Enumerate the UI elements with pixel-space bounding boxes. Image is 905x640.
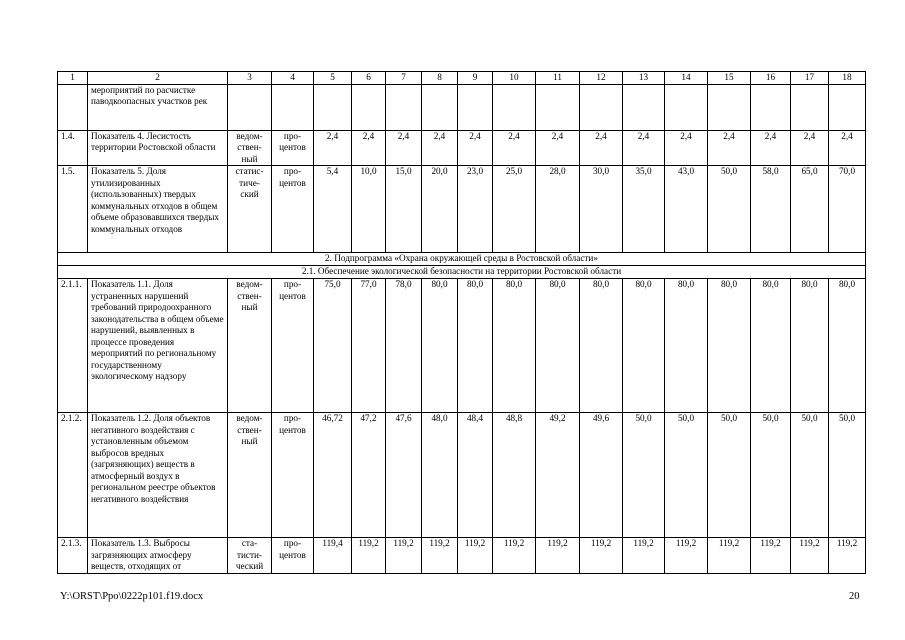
- value-cell: 119,2: [386, 538, 422, 574]
- value-cell: [580, 84, 623, 130]
- value-cell: 119,2: [580, 538, 623, 574]
- col-header: 14: [665, 72, 708, 85]
- value-cell: [665, 84, 708, 130]
- value-cell: [829, 84, 866, 130]
- col-header: 4: [272, 72, 314, 85]
- value-cell: [422, 84, 458, 130]
- row-number: 2.1.3.: [58, 538, 88, 574]
- value-cell: 70,0: [829, 166, 866, 253]
- table-row: [58, 538, 866, 574]
- data-source: статис-тиче-ский: [228, 166, 272, 253]
- value-cell: 10,0: [352, 166, 386, 253]
- table-row: [58, 279, 866, 413]
- col-header: 1: [58, 72, 88, 85]
- section-title: 2.1. Обеспечение экологической безопасности на территории Ростовской области: [58, 266, 866, 279]
- file-path: Y:\ORST\Ppo\0222p101.f19.docx: [60, 591, 204, 602]
- data-source: ведом-ствен-ный: [228, 130, 272, 166]
- value-cell: 2,4: [314, 130, 352, 166]
- row-number: 1.5.: [58, 166, 88, 253]
- value-cell: 80,0: [829, 279, 866, 413]
- value-cell: 80,0: [580, 279, 623, 413]
- value-cell: [751, 84, 791, 130]
- value-cell: 119,2: [791, 538, 829, 574]
- value-cell: [458, 84, 493, 130]
- value-cell: 80,0: [791, 279, 829, 413]
- table-row: [58, 130, 866, 166]
- value-cell: 2,4: [386, 130, 422, 166]
- value-cell: 25,0: [493, 166, 536, 253]
- value-cell: 78,0: [386, 279, 422, 413]
- col-header: 2: [88, 72, 228, 85]
- indicator-name: мероприятий по расчистке паводкоопасных участков рек: [88, 84, 228, 130]
- value-cell: 58,0: [751, 166, 791, 253]
- col-header: 12: [580, 72, 623, 85]
- data-source: [228, 84, 272, 130]
- value-cell: 2,4: [493, 130, 536, 166]
- table-row: [58, 166, 866, 253]
- row-number: 1.4.: [58, 130, 88, 166]
- unit: про-центов: [272, 538, 314, 574]
- value-cell: 43,0: [665, 166, 708, 253]
- col-header: 16: [751, 72, 791, 85]
- value-cell: 2,4: [536, 130, 580, 166]
- value-cell: 77,0: [352, 279, 386, 413]
- value-cell: 119,4: [314, 538, 352, 574]
- value-cell: [493, 84, 536, 130]
- value-cell: [623, 84, 665, 130]
- value-cell: 119,2: [458, 538, 493, 574]
- column-number-row: [58, 72, 866, 85]
- row-number: 2.1.1.: [58, 279, 88, 413]
- indicator-name: Показатель 1.1. Доля устраненных нарушений требований природоохранного законодательства в общем объеме нарушений, выявленных в процессе проведения мероприятий по региональному государственному экологическому надзору: [88, 279, 228, 413]
- col-header: 3: [228, 72, 272, 85]
- value-cell: [536, 84, 580, 130]
- value-cell: 119,2: [665, 538, 708, 574]
- section-row: [58, 266, 866, 279]
- value-cell: 119,2: [829, 538, 866, 574]
- value-cell: 2,4: [708, 130, 751, 166]
- value-cell: 80,0: [422, 279, 458, 413]
- value-cell: 119,2: [623, 538, 665, 574]
- unit: про-центов: [272, 279, 314, 413]
- value-cell: [314, 84, 352, 130]
- value-cell: [791, 84, 829, 130]
- page-number: 20: [849, 591, 860, 602]
- value-cell: 119,2: [352, 538, 386, 574]
- value-cell: 119,2: [751, 538, 791, 574]
- value-cell: 80,0: [665, 279, 708, 413]
- value-cell: 30,0: [580, 166, 623, 253]
- value-cell: 35,0: [623, 166, 665, 253]
- value-cell: 50,0: [791, 413, 829, 538]
- subprogram-title: 2. Подпрограмма «Охрана окружающей среды в Ростовской области»: [58, 253, 866, 266]
- value-cell: 2,4: [665, 130, 708, 166]
- col-header: 17: [791, 72, 829, 85]
- value-cell: 119,2: [708, 538, 751, 574]
- col-header: 8: [422, 72, 458, 85]
- value-cell: 2,4: [458, 130, 493, 166]
- value-cell: 65,0: [791, 166, 829, 253]
- col-header: 7: [386, 72, 422, 85]
- value-cell: 50,0: [623, 413, 665, 538]
- indicator-name: Показатель 1.2. Доля объектов негативного воздействия с установленным объемом выбросов вредных (загрязняющих) веществ в атмосферный воздух в региональном реестре объектов негативного воздействия: [88, 413, 228, 538]
- value-cell: 80,0: [536, 279, 580, 413]
- data-source: ведом-ствен-ный: [228, 413, 272, 538]
- value-cell: 23,0: [458, 166, 493, 253]
- value-cell: 20,0: [422, 166, 458, 253]
- value-cell: 80,0: [458, 279, 493, 413]
- value-cell: [352, 84, 386, 130]
- value-cell: 15,0: [386, 166, 422, 253]
- value-cell: 2,4: [352, 130, 386, 166]
- unit: про-центов: [272, 130, 314, 166]
- row-number: 2.1.2.: [58, 413, 88, 538]
- value-cell: 2,4: [791, 130, 829, 166]
- value-cell: [386, 84, 422, 130]
- value-cell: 2,4: [829, 130, 866, 166]
- value-cell: 2,4: [422, 130, 458, 166]
- col-header: 13: [623, 72, 665, 85]
- value-cell: 48,0: [422, 413, 458, 538]
- col-header: 6: [352, 72, 386, 85]
- value-cell: 5,4: [314, 166, 352, 253]
- value-cell: 50,0: [829, 413, 866, 538]
- table-row: [58, 413, 866, 538]
- unit: про-центов: [272, 413, 314, 538]
- value-cell: 80,0: [751, 279, 791, 413]
- indicator-name: Показатель 5. Доля утилизированных (использованных) твердых коммунальных отходов в общем объеме образовавшихся твердых коммунальных отходов: [88, 166, 228, 253]
- col-header: 5: [314, 72, 352, 85]
- col-header: 11: [536, 72, 580, 85]
- value-cell: 2,4: [580, 130, 623, 166]
- data-source: ста-тисти-ческий: [228, 538, 272, 574]
- indicators-table: [57, 71, 866, 574]
- value-cell: 28,0: [536, 166, 580, 253]
- col-header: 15: [708, 72, 751, 85]
- value-cell: 50,0: [708, 166, 751, 253]
- value-cell: 80,0: [623, 279, 665, 413]
- table-row: [58, 84, 866, 130]
- value-cell: 47,6: [386, 413, 422, 538]
- value-cell: 48,4: [458, 413, 493, 538]
- indicator-name: Показатель 4. Лесистость территории Ростовской области: [88, 130, 228, 166]
- value-cell: 80,0: [493, 279, 536, 413]
- value-cell: 49,6: [580, 413, 623, 538]
- col-header: 10: [493, 72, 536, 85]
- value-cell: 50,0: [708, 413, 751, 538]
- value-cell: 50,0: [751, 413, 791, 538]
- col-header: 9: [458, 72, 493, 85]
- value-cell: 80,0: [708, 279, 751, 413]
- subprogram-row: [58, 253, 866, 266]
- value-cell: 46,72: [314, 413, 352, 538]
- unit: [272, 84, 314, 130]
- value-cell: 75,0: [314, 279, 352, 413]
- value-cell: 119,2: [422, 538, 458, 574]
- value-cell: 49,2: [536, 413, 580, 538]
- value-cell: 47,2: [352, 413, 386, 538]
- unit: про-центов: [272, 166, 314, 253]
- row-number: [58, 84, 88, 130]
- value-cell: 119,2: [536, 538, 580, 574]
- value-cell: 48,8: [493, 413, 536, 538]
- value-cell: 50,0: [665, 413, 708, 538]
- indicator-name: Показатель 1.3. Выбросы загрязняющих атмосферу веществ, отходящих от: [88, 538, 228, 574]
- value-cell: 119,2: [493, 538, 536, 574]
- col-header: 18: [829, 72, 866, 85]
- data-source: ведом-ствен-ный: [228, 279, 272, 413]
- value-cell: 2,4: [623, 130, 665, 166]
- value-cell: 2,4: [751, 130, 791, 166]
- value-cell: [708, 84, 751, 130]
